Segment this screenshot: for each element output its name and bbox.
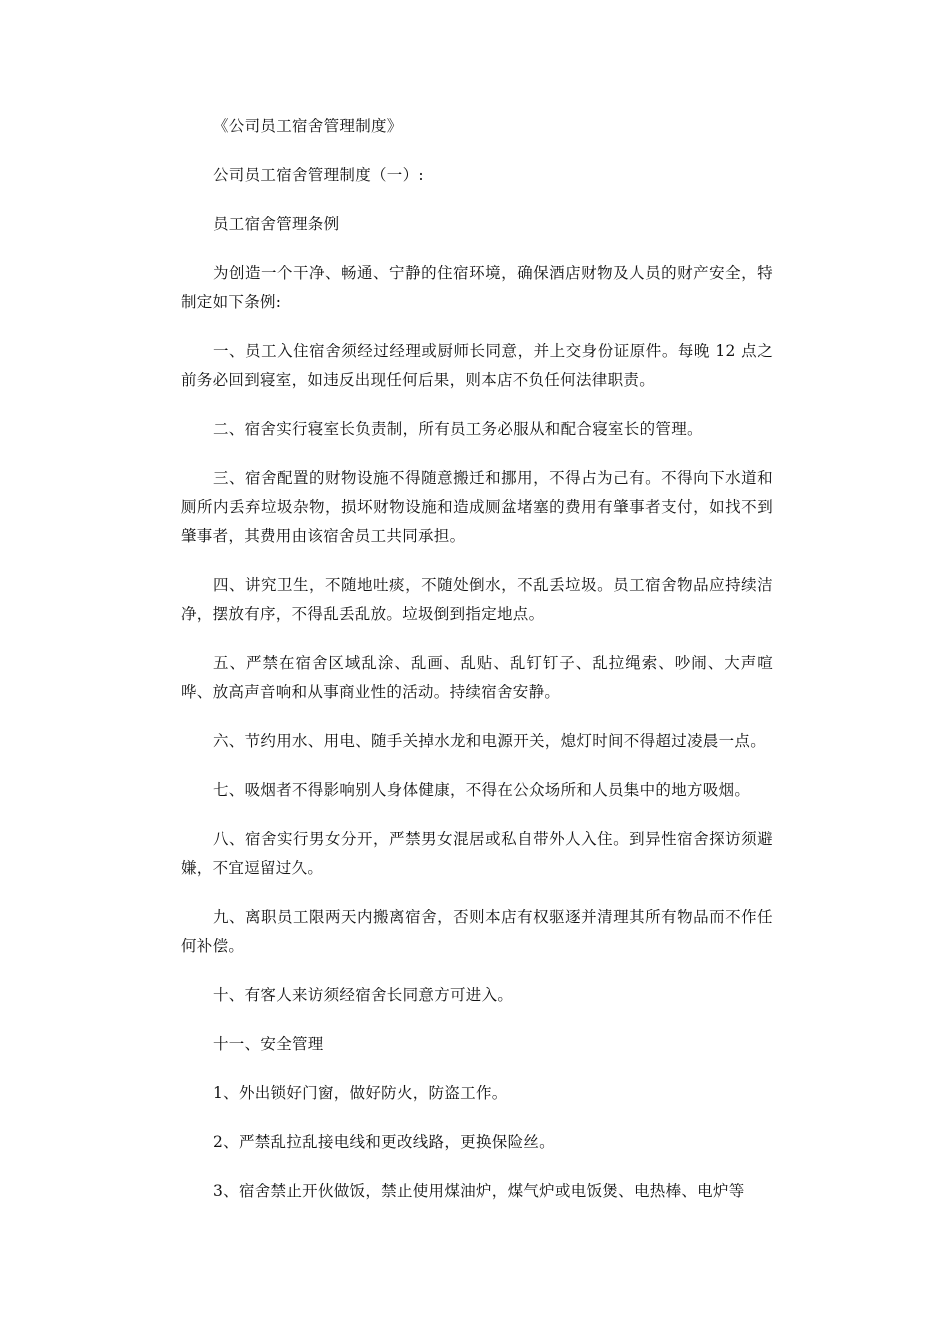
safety-item-1: 1、外出锁好门窗，做好防火，防盗工作。: [213, 1084, 508, 1102]
rule-10-paragraph: 十、有客人来访须经宿舍长同意方可进入。: [213, 986, 514, 1004]
rule-9-paragraph: 九、离职员工限两天内搬离宿舍，否则本店有权驱逐并清理其所有物品而不作任何补偿。: [181, 908, 773, 955]
document-title: 《公司员工宿舍管理制度》: [213, 117, 403, 135]
rule-4-paragraph: 四、讲究卫生，不随地吐痰，不随处倒水，不乱丢垃圾。员工宿舍物品应持续洁净，摆放有序，不得乱丢乱放。垃圾倒到指定地点。: [181, 576, 773, 623]
rule-2-paragraph: 二、宿舍实行寝室长负责制，所有员工务必服从和配合寝室长的管理。: [213, 420, 703, 438]
rule-1-paragraph: 一、员工入住宿舍须经过经理或厨师长同意，并上交身份证原件。每晚 12 点之前务必回到寝室，如违反出现任何后果，则本店不负任何法律职责。: [181, 342, 773, 389]
rule-8-paragraph: 八、宿舍实行男女分开，严禁男女混居或私自带外人入住。到异性宿舍探访须避嫌，不宜逗留过久。: [181, 830, 773, 877]
safety-item-2: 2、严禁乱拉乱接电线和更改线路，更换保险丝。: [213, 1133, 555, 1151]
rule-7-paragraph: 七、吸烟者不得影响别人身体健康，不得在公众场所和人员集中的地方吸烟。: [213, 781, 751, 799]
section-heading: 公司员工宿舍管理制度（一）:: [213, 166, 424, 184]
safety-item-3: 3、宿舍禁止开伙做饭，禁止使用煤油炉，煤气炉或电饭煲、电热棒、电炉等: [213, 1182, 745, 1200]
rule-3-paragraph: 三、宿舍配置的财物设施不得随意搬迁和挪用，不得占为己有。不得向下水道和厕所内丢弃垃圾杂物，损坏财物设施和造成厕盆堵塞的费用有肇事者支付，如找不到肇事者，其费用由该宿舍员工共同承担。: [181, 469, 773, 545]
rule-6-paragraph: 六、节约用水、用电、随手关掉水龙和电源开关，熄灯时间不得超过凌晨一点。: [213, 732, 767, 750]
rule-11-heading: 十一、安全管理: [213, 1035, 324, 1053]
rule-5-paragraph: 五、严禁在宿舍区域乱涂、乱画、乱贴、乱钉钉子、乱拉绳索、吵闹、大声喧哗、放高声音响和从事商业性的活动。持续宿舍安静。: [181, 654, 773, 701]
subsection-heading: 员工宿舍管理条例: [213, 215, 340, 233]
intro-paragraph: 为创造一个干净、畅通、宁静的住宿环境，确保酒店财物及人员的财产安全，特制定如下条例:: [181, 264, 773, 311]
document-body: [181, 112, 773, 1226]
